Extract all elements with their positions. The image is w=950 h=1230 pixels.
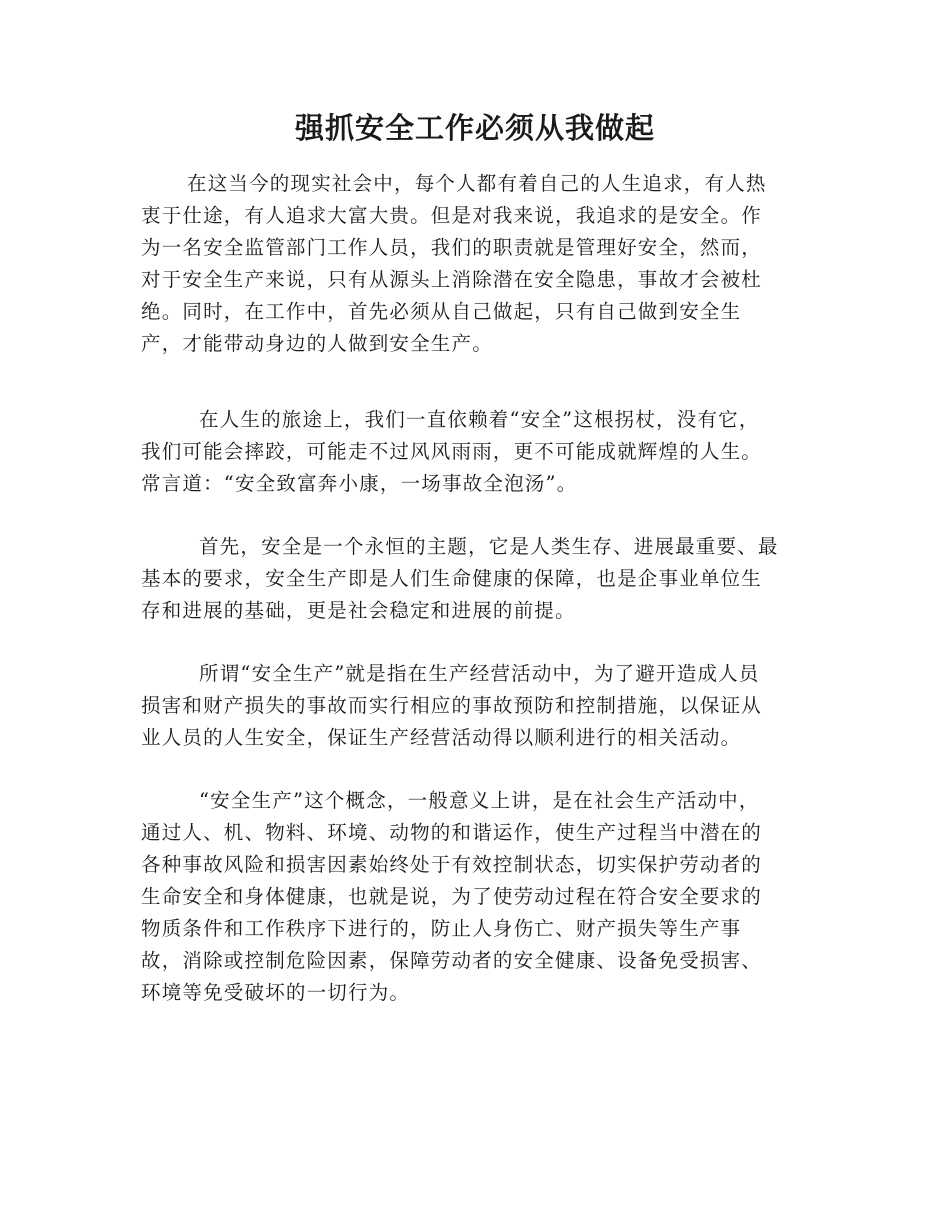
paragraph-line: 基本的要求，安全生产即是人们生命健康的保障，也是企事业单位生 bbox=[141, 567, 763, 590]
paragraph-line: “安全生产”这个概念，一般意义上讲，是在社会生产活动中， bbox=[199, 789, 760, 812]
paragraph-line: 环境等免受破坏的一切行为。 bbox=[141, 981, 411, 1004]
paragraph-line: 业人员的人生安全，保证生产经营活动得以顺利进行的相关活动。 bbox=[141, 726, 742, 749]
paragraph-2 bbox=[141, 404, 821, 500]
paragraph-line: 我们可能会摔跤，可能走不过风风雨雨，更不可能成就辉煌的人生。 bbox=[141, 440, 763, 463]
paragraph-line: 存和进展的基础，更是社会稳定和进展的前提。 bbox=[141, 599, 576, 622]
paragraph-3 bbox=[141, 531, 821, 627]
paragraph-line: 损害和财产损失的事故而实行相应的事故预防和控制措施，以保证从 bbox=[141, 694, 763, 717]
paragraph-line: 绝。同时，在工作中，首先必须从自己做起，只有自己做到安全生 bbox=[141, 300, 742, 323]
paragraph-line: 故，消除或控制危险因素，保障劳动者的安全健康、设备免受损害、 bbox=[141, 949, 763, 972]
paragraph-line: 生命安全和身体健康，也就是说，为了使劳动过程在符合安全要求的 bbox=[141, 885, 763, 908]
paragraph-line: 各种事故风险和损害因素始终处于有效控制状态，切实保护劳动者的 bbox=[141, 853, 763, 876]
document-title: 强抓安全工作必须从我做起 bbox=[294, 111, 655, 145]
paragraph-line: 物质条件和工作秩序下进行的，防止人身伤亡、财产损失等生产事 bbox=[141, 917, 742, 940]
paragraph-line: 衷于仕途，有人追求大富大贵。但是对我来说，我追求的是安全。作 bbox=[141, 204, 763, 227]
paragraph-5 bbox=[141, 785, 821, 1009]
paragraph-1 bbox=[141, 168, 821, 360]
paragraph-line: 所谓“安全生产”就是指在生产经营活动中，为了避开造成人员 bbox=[199, 662, 760, 685]
paragraph-line: 首先，安全是一个永恒的主题，它是人类生存、进展最重要、最 bbox=[199, 535, 779, 558]
paragraph-4 bbox=[141, 658, 821, 754]
paragraph-line: 为一名安全监管部门工作人员，我们的职责就是管理好安全，然而， bbox=[141, 236, 763, 259]
paragraph-line: 在这当今的现实社会中，每个人都有着自己的人生追求，有人热 bbox=[187, 172, 767, 195]
paragraph-line: 常言道：“安全致富奔小康，一场事故全泡汤”。 bbox=[141, 472, 578, 495]
paragraph-line: 通过人、机、物料、环境、动物的和谐运作，使生产过程当中潜在的 bbox=[141, 821, 763, 844]
paragraph-line: 对于安全生产来说，只有从源头上消除潜在安全隐患，事故才会被杜 bbox=[141, 268, 763, 291]
paragraph-line: 在人生的旅途上，我们一直依赖着“安全”这根拐杖，没有它， bbox=[199, 408, 760, 431]
paragraph-line: 产，才能带动身边的人做到安全生产。 bbox=[141, 332, 493, 355]
